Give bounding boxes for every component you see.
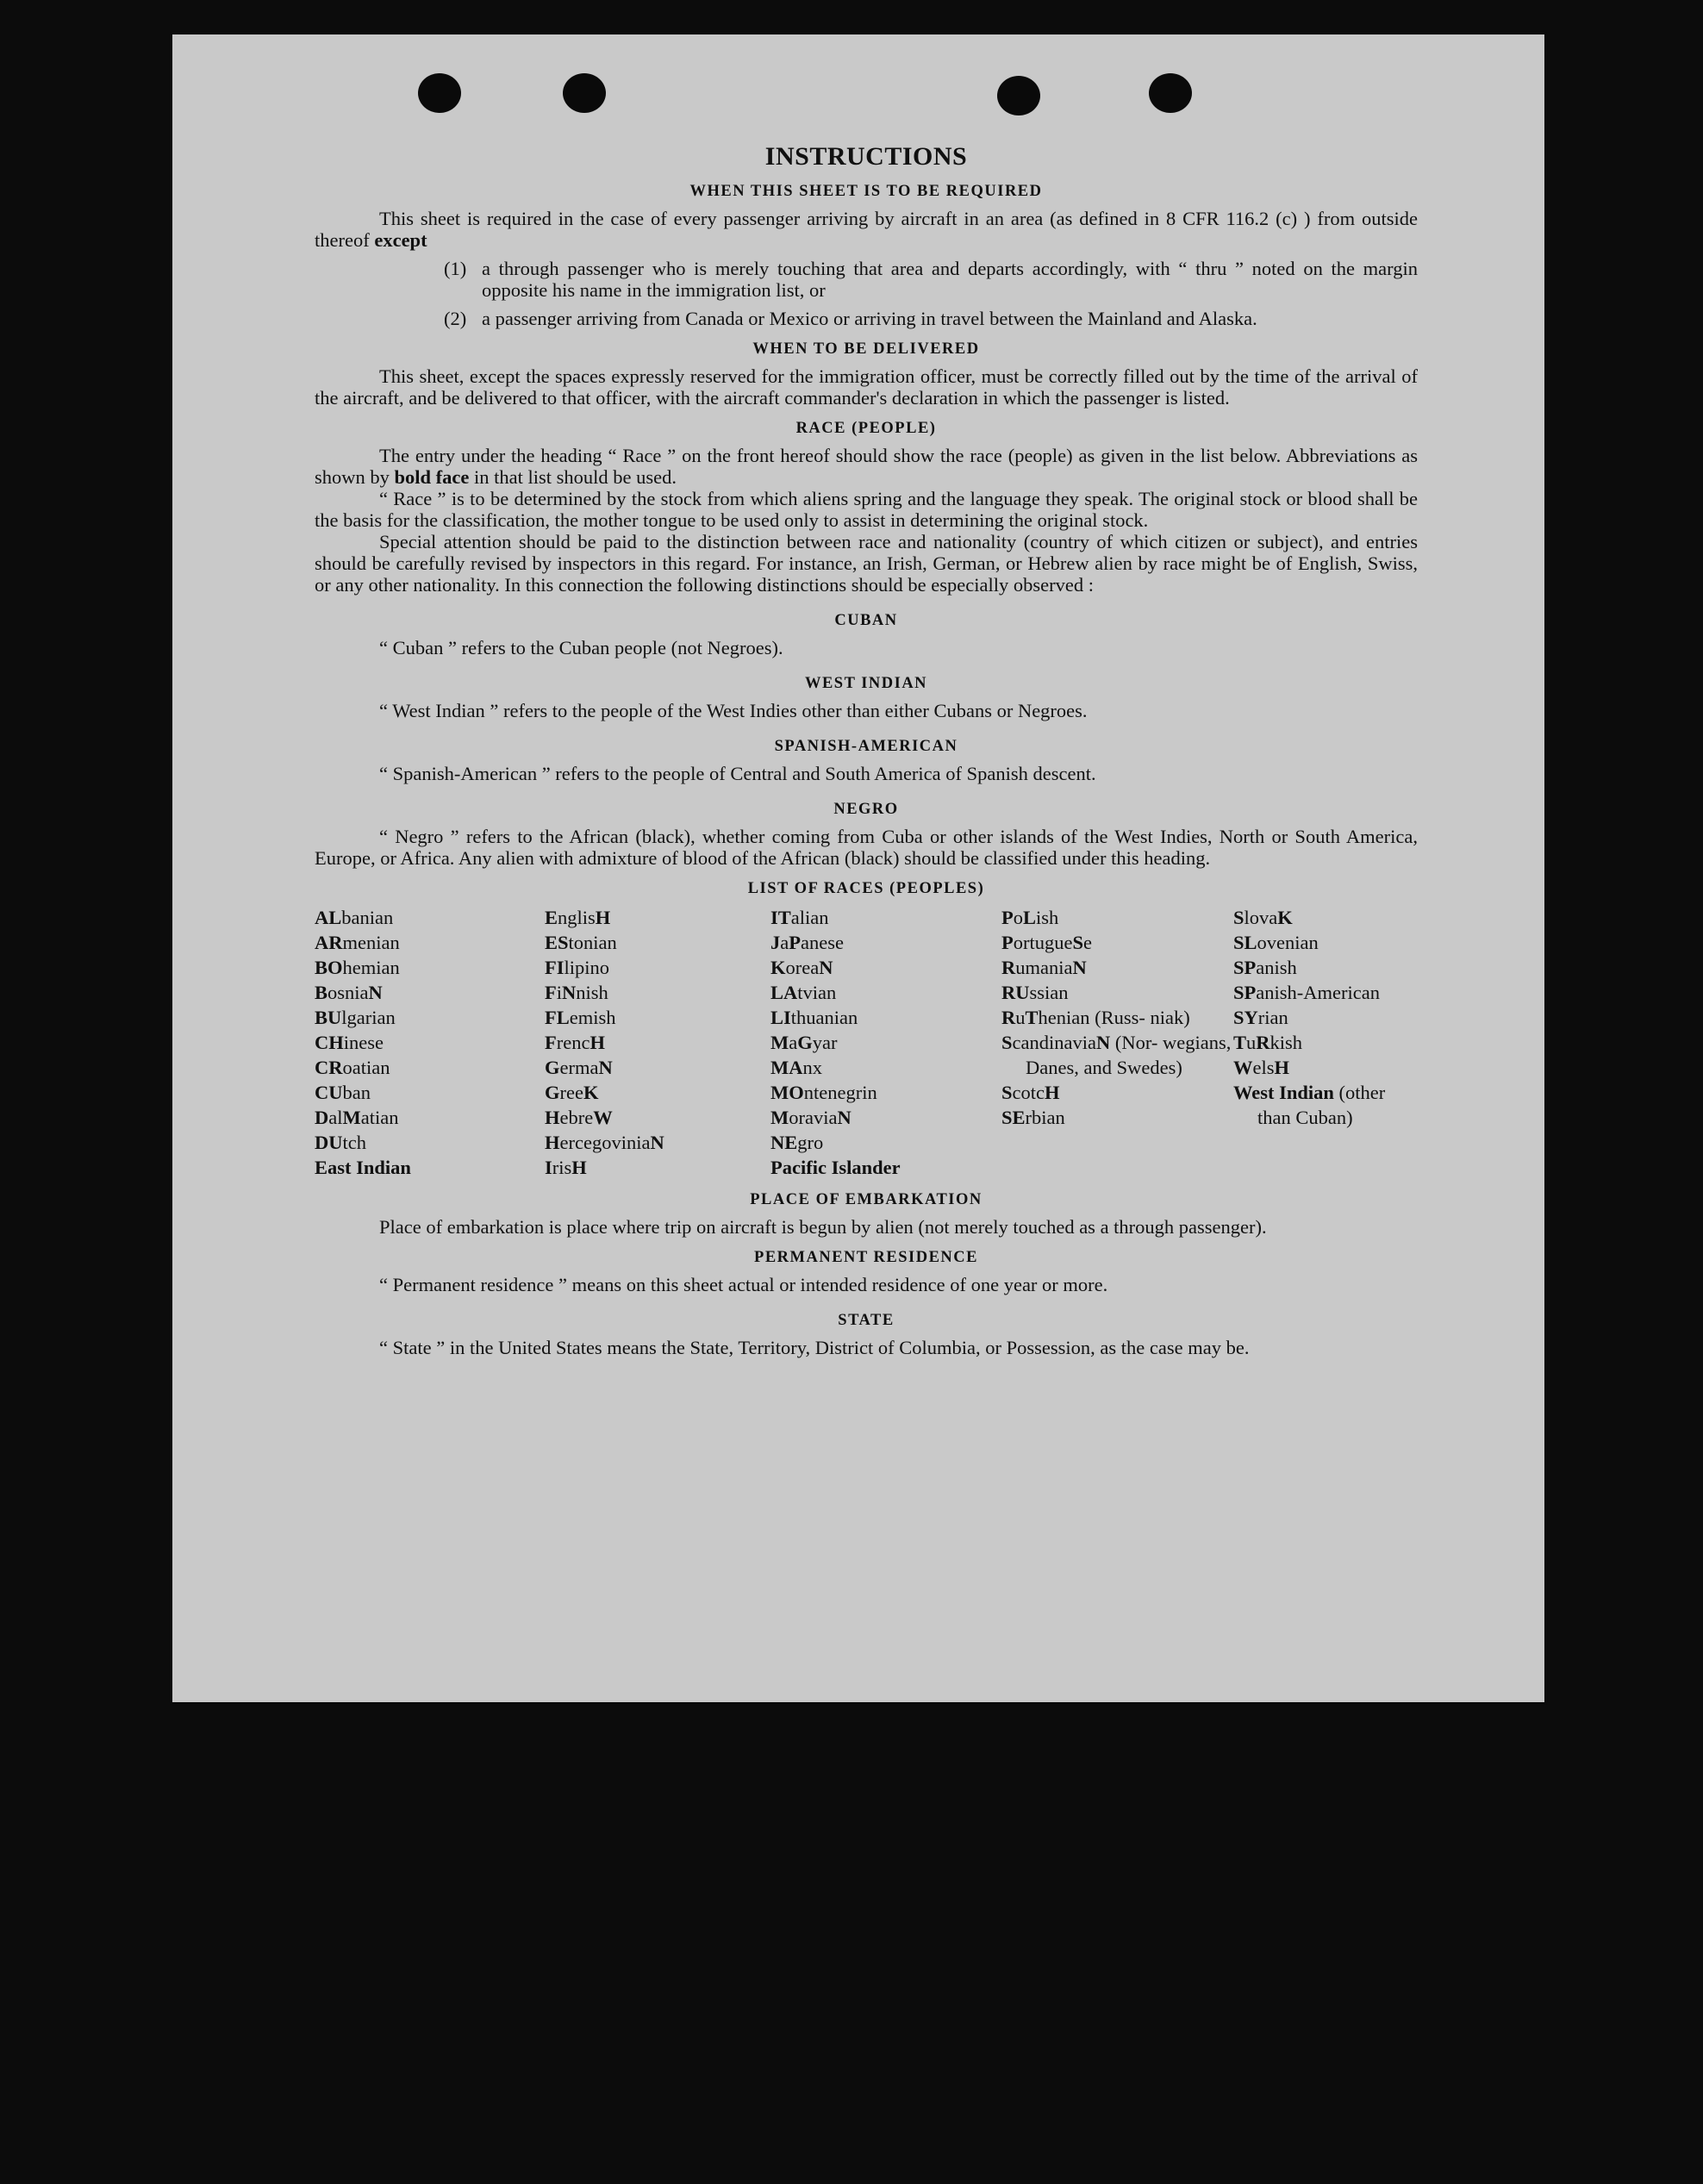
race-entry: SLovenian xyxy=(1233,932,1319,953)
west-indian-text: “ West Indian ” refers to the people of the West Indies other than either Cubans or Negroes. xyxy=(379,700,1088,721)
item-text: a passenger arriving from Canada or Mexico or arriving in travel between the Mainland and Alaska. xyxy=(482,308,1257,329)
race-entry: East Indian xyxy=(315,1157,411,1178)
race-entry: BOhemian xyxy=(315,957,400,978)
race-entry: BUlgarian xyxy=(315,1007,396,1028)
race-entry: LIthuanian xyxy=(770,1007,858,1028)
race-entry: IrisH xyxy=(545,1157,587,1178)
sheet-content xyxy=(315,142,1418,1358)
race-entry: FrencH xyxy=(545,1032,605,1053)
race-entry: MAnx xyxy=(770,1057,822,1078)
race-entry: FiNnish xyxy=(545,982,608,1003)
race-entry: ARmenian xyxy=(315,932,400,953)
race-entry: FIlipino xyxy=(545,957,610,978)
race-entry: HebreW xyxy=(545,1107,613,1128)
race-paragraph-3: Special attention should be paid to the distinction between race and nationality (country of which citizen or subject), and entries should be carefully revised by inspectors in this regard. For instance, an Irish, German, or Hebrew alien by race might be of English, Swiss, or any other nationality. In this connection the following distinctions should be especially observed : xyxy=(315,531,1418,596)
race-entry: PoLish xyxy=(1001,907,1059,928)
race-entry: MaGyar xyxy=(770,1032,838,1053)
races-column xyxy=(1001,905,1233,1180)
heading-west-indian: WEST INDIAN xyxy=(804,675,928,692)
race-entry: RUssian xyxy=(1001,982,1069,1003)
punch-hole xyxy=(1149,73,1192,113)
item-text: a through passenger who is merely touching that area and departs accordingly, with “ thru ” noted on the margin opposite his name in the immigration list, or xyxy=(482,258,1418,301)
required-intro-bold: except xyxy=(374,229,427,251)
heading-delivered: WHEN TO BE DELIVERED xyxy=(752,340,980,358)
race-entry: TuRkish xyxy=(1233,1032,1303,1053)
race-entry: GermaN xyxy=(545,1057,613,1078)
required-intro: This sheet is required in the case of every passenger arriving by aircraft in an area (as defined in 8 CFR 116.2 (c) ) from outside thereof except xyxy=(315,208,1418,251)
residence-text: “ Permanent residence ” means on this sheet actual or intended residence of one year or more. xyxy=(379,1274,1108,1295)
embarkation-text: Place of embarkation is place where trip on aircraft is begun by alien (not merely touched as a through passenger). xyxy=(379,1216,1267,1238)
heading-required: WHEN THIS SHEET IS TO BE REQUIRED xyxy=(689,183,1043,200)
heading-residence: PERMANENT RESIDENCE xyxy=(754,1249,978,1266)
heading-embarkation: PLACE OF EMBARKATION xyxy=(750,1191,982,1208)
races-column xyxy=(315,905,545,1180)
item-number: (2) xyxy=(444,308,467,329)
race-entry: LAtvian xyxy=(770,982,837,1003)
race-entry: West Indian (other than Cuban) xyxy=(1233,1082,1386,1128)
races-list xyxy=(315,905,1418,1180)
race-entry: SPanish-American xyxy=(1233,982,1380,1003)
punch-hole xyxy=(563,73,606,113)
heading-race: RACE (PEOPLE) xyxy=(795,420,937,437)
required-item xyxy=(444,308,1418,329)
race-entry: SYrian xyxy=(1233,1007,1288,1028)
races-column xyxy=(770,905,1001,1180)
race-entry: ScandinaviaN (Nor- wegians, Danes, and Swedes) xyxy=(1001,1032,1232,1078)
race-entry: ALbanian xyxy=(315,907,394,928)
race-entry: MoraviaN xyxy=(770,1107,852,1128)
race-entry: WelsH xyxy=(1233,1057,1290,1078)
race-entry: SlovaK xyxy=(1233,907,1293,928)
item-number: (1) xyxy=(444,258,467,279)
race-entry: ScotcH xyxy=(1001,1082,1060,1103)
race-entry: HercegoviniaN xyxy=(545,1132,664,1153)
required-item xyxy=(444,258,1418,301)
punch-hole xyxy=(997,76,1040,115)
race-entry: JaPanese xyxy=(770,932,844,953)
race-entry: Pacific Islander xyxy=(770,1157,901,1178)
delivered-text: This sheet, except the spaces expressly reserved for the immigration officer, must be correctly filled out by the time of the arrival of the aircraft, and be delivered to that officer, with the aircraft commander's declaration in which the passenger is listed. xyxy=(315,365,1418,409)
races-column xyxy=(1233,905,1418,1180)
spanish-american-text: “ Spanish-American ” refers to the people of Central and South America of Spanish descent. xyxy=(379,763,1096,784)
race-entry: CRoatian xyxy=(315,1057,390,1078)
punch-hole xyxy=(418,73,461,113)
race-entry: SPanish xyxy=(1233,957,1297,978)
heading-races: LIST OF RACES (PEOPLES) xyxy=(747,880,985,897)
race-entry: GreeK xyxy=(545,1082,599,1103)
race-entry: CUban xyxy=(315,1082,371,1103)
race-entry: FLemish xyxy=(545,1007,616,1028)
race-entry: MOntenegrin xyxy=(770,1082,877,1103)
race-entry: CHinese xyxy=(315,1032,384,1053)
race-entry: BosniaN xyxy=(315,982,383,1003)
race-entry: DalMatian xyxy=(315,1107,399,1128)
race-paragraph-1: The entry under the heading “ Race ” on the front hereof should show the race (people) as given in the list below. Abbreviations as shown by bold face in that list should be used. xyxy=(315,445,1418,488)
race-entry: RumaniaN xyxy=(1001,957,1087,978)
state-text: “ State ” in the United States means the State, Territory, District of Columbia, or Possession, as the case may be. xyxy=(379,1337,1250,1358)
race-entry: DUtch xyxy=(315,1132,366,1153)
heading-spanish-american: SPANISH-AMERICAN xyxy=(774,738,958,755)
page-title: INSTRUCTIONS xyxy=(764,142,968,171)
race-entry: EnglisH xyxy=(545,907,611,928)
race-entry: KoreaN xyxy=(770,957,833,978)
heading-state: STATE xyxy=(838,1312,895,1329)
cuban-text: “ Cuban ” refers to the Cuban people (not Negroes). xyxy=(379,637,783,658)
heading-negro: NEGRO xyxy=(833,801,899,818)
races-column xyxy=(545,905,770,1180)
race-entry: NEgro xyxy=(770,1132,824,1153)
race-entry: ITalian xyxy=(770,907,829,928)
heading-cuban: CUBAN xyxy=(834,612,898,629)
race-entry: PortugueSe xyxy=(1001,932,1092,953)
race-entry: RuThenian (Russ- niak) xyxy=(1001,1007,1190,1028)
negro-text: “ Negro ” refers to the African (black), whether coming from Cuba or other islands of the West Indies, North or South America, Europe, or Africa. Any alien with admixture of blood of the African (black) should be classified under this heading. xyxy=(315,826,1418,869)
race-entry: SErbian xyxy=(1001,1107,1065,1128)
instruction-sheet xyxy=(172,34,1544,1702)
race-paragraph-2: “ Race ” is to be determined by the stock from which aliens spring and the language they speak. The original stock or blood shall be the basis for the classification, the mother tongue to be used only to assist in determining the original stock. xyxy=(315,488,1418,531)
race-entry: EStonian xyxy=(545,932,617,953)
